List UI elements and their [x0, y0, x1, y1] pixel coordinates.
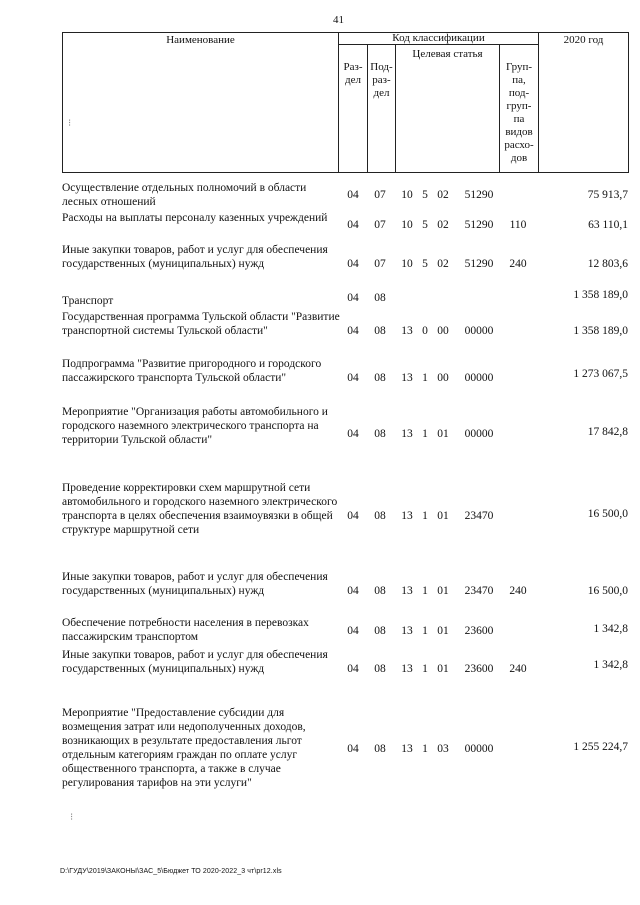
row-t3: 01	[437, 510, 449, 522]
row-pr: 08	[374, 625, 386, 637]
row-amount: 1 342,8	[593, 623, 628, 635]
row-name: Обеспечение потребности населения в перевозках пассажирским транспортом	[62, 617, 309, 643]
row-t1: 13	[401, 663, 413, 675]
row-t4: 00000	[464, 428, 494, 440]
row-pr: 08	[374, 428, 386, 440]
row-name: Расходы на выплаты персоналу казенных учреждений	[62, 212, 328, 224]
row-name: Проведение корректировки схем маршрутной сети автомобильного и городского наземного электрического транспорта в целях обеспечения взаимоувязки в общей структуре маршрутной сети	[62, 482, 338, 536]
row-vr: 240	[509, 663, 527, 675]
row-t2: 1	[422, 428, 428, 440]
row-amount: 17 842,8	[587, 426, 628, 438]
row-t3: 02	[437, 189, 449, 201]
row-amount: 75 913,7	[587, 189, 628, 201]
row-t3: 00	[437, 372, 449, 384]
row-amount: 12 803,6	[587, 258, 628, 270]
row-t1: 10	[401, 258, 413, 270]
row-t3: 01	[437, 663, 449, 675]
row-pr: 08	[374, 292, 386, 304]
row-name: Транспорт	[62, 295, 114, 307]
header-group: Груп- па, под- груп- па видов расхо- дов	[500, 45, 539, 173]
row-vr: 110	[509, 219, 527, 231]
row-pr: 07	[374, 189, 386, 201]
header-code: Код классификации	[339, 33, 539, 45]
row-name: Иные закупки товаров, работ и услуг для обеспечения государственных (муниципальных) нужд	[62, 571, 328, 597]
row-t2: 1	[422, 510, 428, 522]
row-rz: 04	[347, 510, 359, 522]
row-vr: 240	[509, 258, 527, 270]
row-name: Осуществление отдельных полномочий в области лесных отношений	[62, 182, 307, 208]
row-t2: 5	[422, 189, 428, 201]
row-t4: 00000	[464, 743, 494, 755]
row-t1: 13	[401, 510, 413, 522]
row-t2: 0	[422, 325, 428, 337]
row-t1: 10	[401, 219, 413, 231]
row-t4: 23470	[464, 510, 494, 522]
row-t1: 13	[401, 372, 413, 384]
scan-mark: ⁝	[68, 118, 72, 129]
table-header	[62, 32, 629, 173]
page-number: 41	[333, 14, 344, 26]
row-name: Мероприятие "Организация работы автомобильного и городского наземного электрического транспорта на территории Тульской области"	[62, 406, 328, 446]
row-t4: 51290	[464, 219, 494, 231]
row-t3: 03	[437, 743, 449, 755]
row-amount: 1 342,8	[593, 659, 628, 671]
row-t1: 13	[401, 325, 413, 337]
row-pr: 08	[374, 663, 386, 675]
row-t1: 13	[401, 585, 413, 597]
file-path-footer: D:\ГУДУ\2019\ЗАКОНЫ\ЗАС_5\Бюджет ТО 2020-2022_3 чт\pr12.xls	[60, 868, 282, 875]
row-amount: 1 255 224,7	[573, 741, 628, 753]
row-rz: 04	[347, 372, 359, 384]
header-razdel: Раз- дел	[339, 45, 368, 173]
row-t1: 13	[401, 625, 413, 637]
row-t2: 1	[422, 743, 428, 755]
row-pr: 08	[374, 743, 386, 755]
row-t1: 10	[401, 189, 413, 201]
row-t1: 13	[401, 428, 413, 440]
row-name: Государственная программа Тульской области "Развитие транспортной системы Тульской области"	[62, 311, 340, 337]
row-pr: 07	[374, 258, 386, 270]
row-name: Иные закупки товаров, работ и услуг для обеспечения государственных (муниципальных) нужд	[62, 244, 328, 270]
row-t2: 1	[422, 372, 428, 384]
row-rz: 04	[347, 292, 359, 304]
row-vr: 240	[509, 585, 527, 597]
row-t4: 51290	[464, 189, 494, 201]
row-rz: 04	[347, 743, 359, 755]
row-rz: 04	[347, 258, 359, 270]
row-t3: 02	[437, 219, 449, 231]
row-rz: 04	[347, 325, 359, 337]
row-t3: 02	[437, 258, 449, 270]
row-rz: 04	[347, 189, 359, 201]
row-t4: 51290	[464, 258, 494, 270]
row-amount: 1 358 189,0	[573, 325, 628, 337]
row-t2: 1	[422, 663, 428, 675]
row-amount: 1 273 067,5	[573, 368, 628, 380]
row-name: Иные закупки товаров, работ и услуг для обеспечения государственных (муниципальных) нужд	[62, 649, 328, 675]
row-t4: 00000	[464, 372, 494, 384]
row-t3: 00	[437, 325, 449, 337]
row-rz: 04	[347, 219, 359, 231]
row-rz: 04	[347, 585, 359, 597]
row-t2: 5	[422, 219, 428, 231]
row-pr: 07	[374, 219, 386, 231]
header-year: 2020 год	[539, 33, 629, 173]
row-name: Мероприятие "Предоставление субсидии для возмещения затрат или недополученных доходов, возникающих в результате предоставления льгот отдельным категориям граждан по оплате услуг общественного транспорта, а также в случае регулирования тарифов на эти услуги"	[62, 707, 306, 789]
row-amount: 16 500,0	[587, 508, 628, 520]
row-pr: 08	[374, 372, 386, 384]
header-name: Наименование	[63, 33, 339, 173]
scan-mark: ⁝	[70, 812, 74, 823]
row-t4: 23600	[464, 663, 494, 675]
header-target: Целевая статья	[396, 45, 500, 173]
row-amount: 16 500,0	[587, 585, 628, 597]
row-t4: 23470	[464, 585, 494, 597]
row-rz: 04	[347, 625, 359, 637]
row-t1: 13	[401, 743, 413, 755]
row-rz: 04	[347, 663, 359, 675]
row-rz: 04	[347, 428, 359, 440]
row-pr: 08	[374, 510, 386, 522]
row-amount: 63 110,1	[588, 219, 628, 231]
row-t2: 1	[422, 625, 428, 637]
row-t3: 01	[437, 428, 449, 440]
row-t4: 23600	[464, 625, 494, 637]
row-t3: 01	[437, 625, 449, 637]
header-podrazdel: Под- раз- дел	[368, 45, 396, 173]
row-t4: 00000	[464, 325, 494, 337]
row-t2: 1	[422, 585, 428, 597]
row-t2: 5	[422, 258, 428, 270]
row-name: Подпрограмма "Развитие пригородного и городского пассажирского транспорта Тульской области"	[62, 358, 322, 384]
row-pr: 08	[374, 325, 386, 337]
row-amount: 1 358 189,0	[573, 289, 628, 301]
row-t3: 01	[437, 585, 449, 597]
row-pr: 08	[374, 585, 386, 597]
